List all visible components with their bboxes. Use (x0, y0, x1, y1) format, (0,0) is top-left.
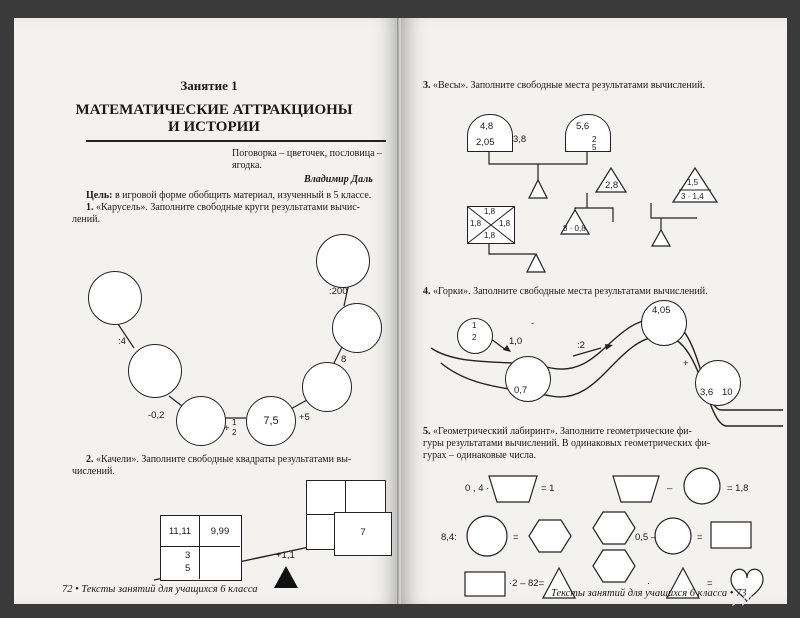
scale-b2-den: 5 (592, 143, 597, 152)
carousel-value: 7,5 (263, 415, 279, 427)
goal-text: в игровой форме обобщить материал, изученный в 5 классе. (112, 190, 372, 201)
task5-text-2: гуры результатами вычислений. В одинаковых геометрических фи- (423, 438, 711, 449)
task1-text: «Карусель». Заполните свободные круги результатами вычис- (93, 202, 361, 213)
swing-cell-empty[interactable] (200, 547, 240, 579)
scale-f1: 1,5 (687, 178, 699, 187)
hill-value-1: 0,7 (514, 385, 528, 396)
right-footer: Тексты занятий для учащихся 6 класса • 73 (551, 588, 747, 599)
swing-right-cell-2[interactable] (346, 481, 384, 515)
maze-circle-2[interactable] (467, 516, 507, 556)
maze-r1b: = 1 (541, 483, 555, 494)
swing-op: +1,1 (276, 550, 295, 561)
carousel-op-1: :4 (118, 336, 126, 347)
maze-trapezoid-2[interactable] (613, 476, 659, 502)
epigraph-line-2: ягодка. (232, 160, 262, 171)
carousel-op-3-num: 1 (232, 418, 237, 427)
scale-a3: 3,8 (513, 134, 527, 145)
swing-right-extra (334, 512, 392, 556)
hill-plus: + (683, 358, 689, 369)
scale-a2: 2,05 (476, 137, 495, 148)
hill-op-1: 1,0 (509, 336, 523, 347)
hill-value-4: 10 (722, 387, 733, 398)
hill-dash: - (531, 318, 535, 329)
scale-d2: 1,8 (470, 219, 482, 228)
scale-b1: 5,6 (576, 121, 590, 132)
swing-value-b: 9,99 (210, 526, 230, 537)
task5-text: «Геометрический лабиринт». Заполните геометрические фи- (430, 426, 692, 437)
scale-a1: 4,8 (480, 121, 494, 132)
hill-1-den: 2 (472, 333, 477, 342)
carousel-op-2: -0,2 (148, 410, 165, 421)
maze-r2d: = (697, 532, 703, 543)
task4-text: «Горки». Заполните свободные места результатами вычислений. (430, 286, 708, 297)
maze-r3a: ·2 – 82= (509, 578, 545, 589)
scale-d1: 1,8 (484, 207, 496, 216)
maze-rect-2[interactable] (465, 572, 505, 596)
maze-circle-1[interactable] (684, 468, 720, 504)
task2-number: 2. (86, 454, 94, 465)
maze-r3c: = (707, 578, 713, 589)
maze-r2c: 0,5 – (635, 532, 657, 543)
swing-cell-frac (161, 547, 200, 579)
carousel-op-5: 8 (341, 354, 347, 365)
maze-rect-1[interactable] (711, 522, 751, 548)
task4-number: 4. (423, 286, 431, 297)
left-footer: 72 • Тексты занятий для учащихся 6 класса (62, 584, 258, 595)
swing-right-value: 7 (360, 527, 366, 538)
scale-c1: 2,8 (605, 180, 619, 191)
carousel-op-4: +5 (299, 412, 310, 423)
swing-frac-num: 3 (185, 550, 191, 561)
swing-cell-b (200, 516, 240, 547)
swing-cell-a (161, 516, 200, 547)
carousel-op-3-sign: + (224, 423, 230, 434)
left-page (14, 18, 399, 604)
swing-left-block (160, 515, 242, 581)
maze-hexagon-1[interactable] (529, 520, 571, 552)
maze-circle-3[interactable] (655, 518, 691, 554)
watermark: fantasy-print.ru (699, 592, 780, 606)
carousel-op-6: :200 (329, 286, 348, 297)
goal-label: Цель: (86, 190, 113, 201)
maze-r1c: – (667, 483, 673, 494)
right-page (401, 18, 787, 604)
lesson-number: Занятие 1 (180, 78, 238, 93)
carousel-op-3-den: 2 (232, 428, 237, 437)
maze-r2a: 8,4: (441, 532, 457, 543)
scale-d3: 1,8 (499, 219, 511, 228)
scale-f2: 3 · 1,4 (681, 192, 704, 201)
scale-d4: 1,8 (484, 231, 496, 240)
task5-number: 5. (423, 426, 431, 437)
maze-diagram (401, 18, 787, 604)
task5-text-3: гурах – одинаковые числа. (423, 450, 536, 461)
task2-text: «Качели». Заполните свободные квадраты результатами вы- (93, 454, 352, 465)
hill-value-2: 4,05 (652, 305, 671, 316)
task3-number: 3. (423, 80, 431, 91)
maze-r3b: · (647, 578, 651, 589)
hill-op-2: :2 (577, 340, 585, 351)
task1-number: 1. (86, 202, 94, 213)
maze-r1d: = 1,8 (727, 483, 749, 494)
maze-r2b: = (513, 532, 519, 543)
task1-text-cont: лений. (72, 214, 100, 225)
swing-right-cell-1[interactable] (307, 481, 346, 515)
swing-value-a: 11,11 (168, 526, 192, 537)
scale-e1: 8 · 0,8 (563, 224, 586, 233)
scale-b2-num: 2 (592, 135, 597, 144)
hill-value-3: 3,6 (700, 387, 714, 398)
task3-text: «Весы». Заполните свободные места результатами вычислений. (430, 80, 705, 91)
maze-hexagon-3[interactable] (593, 550, 635, 582)
title-line-2: И ИСТОРИИ (168, 119, 260, 135)
maze-r1a: 0 , 4 · (465, 483, 490, 494)
title-line-1: МАТЕМАТИЧЕСКИЕ АТТРАКЦИОНЫ (75, 102, 353, 118)
task2-text-cont: числений. (72, 466, 115, 477)
hill-1-num: 1 (472, 321, 477, 330)
maze-trapezoid-1[interactable] (489, 476, 537, 502)
swing-frac-den: 5 (185, 563, 191, 574)
epigraph-author: Владимир Даль (304, 174, 373, 185)
maze-hexagon-2[interactable] (593, 512, 635, 544)
epigraph-line-1: Поговорка – цветочек, пословица – (232, 148, 383, 159)
